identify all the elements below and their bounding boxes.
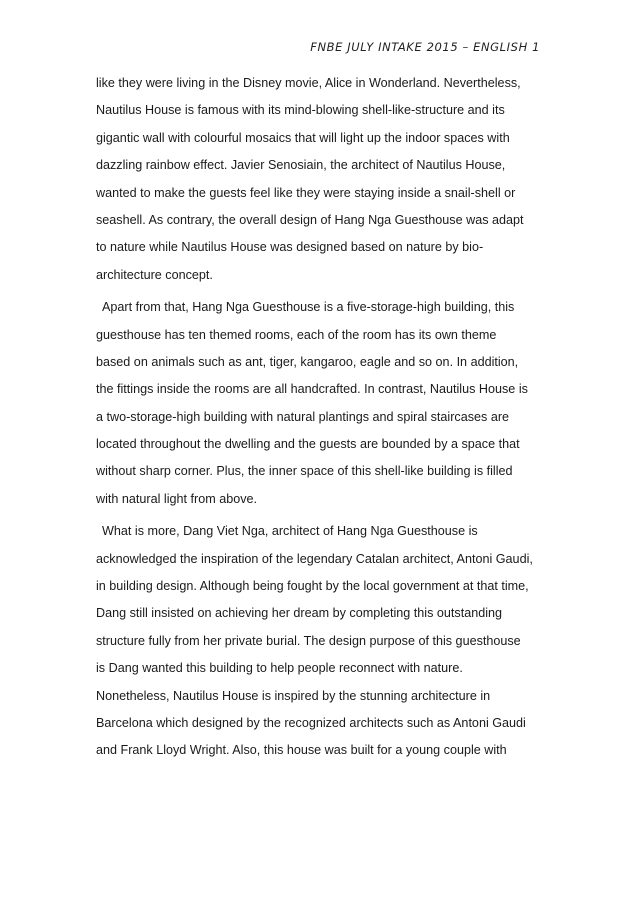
text-line: architecture concept. bbox=[96, 267, 213, 282]
text-line: the fittings inside the rooms are all handcrafted. In contrast, Nautilus House is bbox=[96, 382, 528, 397]
text-line: based on animals such as ant, tiger, kangaroo, eagle and so on. In addition, bbox=[96, 354, 519, 369]
text-line: dazzling rainbow effect. Javier Senosiain, the architect of Nautilus House, bbox=[96, 158, 506, 173]
text-line: like they were living in the Disney movie, Alice in Wonderland. Nevertheless, bbox=[96, 76, 521, 90]
text-line: acknowledged the inspiration of the legendary Catalan architect, Antoni Gaudi, bbox=[96, 551, 533, 566]
text-line: guesthouse has ten themed rooms, each of the room has its own theme bbox=[96, 327, 497, 342]
text-line: Nonetheless, Nautilus House is inspired by the stunning architecture in bbox=[96, 688, 491, 703]
paragraph-1 bbox=[96, 70, 546, 289]
text-line: and Frank Lloyd Wright. Also, this house was built for a young couple with bbox=[96, 743, 507, 758]
body-text bbox=[96, 70, 546, 765]
text-line: Barcelona which designed by the recognized architects such as Antoni Gaudi bbox=[96, 715, 526, 730]
page-header: FNBE JULY INTAKE 2015 – ENGLISH 1 bbox=[310, 40, 540, 54]
text-line: in building design. Although being fought by the local government at that time, bbox=[96, 579, 529, 594]
text-line: a two-storage-high building with natural plantings and spiral staircases are bbox=[96, 409, 510, 424]
paragraph-2 bbox=[96, 294, 546, 513]
text-line: What is more, Dang Viet Nga, architect of Hang Nga Guesthouse is bbox=[102, 524, 478, 539]
text-line: structure fully from her private burial. The design purpose of this guesthouse bbox=[96, 633, 521, 648]
text-line: gigantic wall with colourful mosaics that will light up the indoor spaces with bbox=[96, 130, 510, 145]
text-line: without sharp corner. Plus, the inner space of this shell-like building is filled bbox=[96, 464, 513, 479]
text-line: seashell. As contrary, the overall design of Hang Nga Guesthouse was adapt bbox=[96, 212, 524, 227]
text-line: located throughout the dwelling and the guests are bounded by a space that bbox=[96, 437, 520, 452]
text-line: Dang still insisted on achieving her dream by completing this outstanding bbox=[96, 606, 503, 621]
text-line: Nautilus House is famous with its mind-blowing shell-like-structure and its bbox=[96, 103, 505, 118]
text-line: Apart from that, Hang Nga Guesthouse is a five-storage-high building, this bbox=[102, 300, 515, 315]
text-line: with natural light from above. bbox=[96, 491, 258, 506]
text-line: wanted to make the guests feel like they were staying inside a snail-shell or bbox=[96, 185, 516, 200]
text-line: is Dang wanted this building to help people reconnect with nature. bbox=[96, 661, 463, 676]
paragraph-3 bbox=[96, 518, 546, 765]
text-line: to nature while Nautilus House was designed based on nature by bio- bbox=[96, 240, 484, 255]
